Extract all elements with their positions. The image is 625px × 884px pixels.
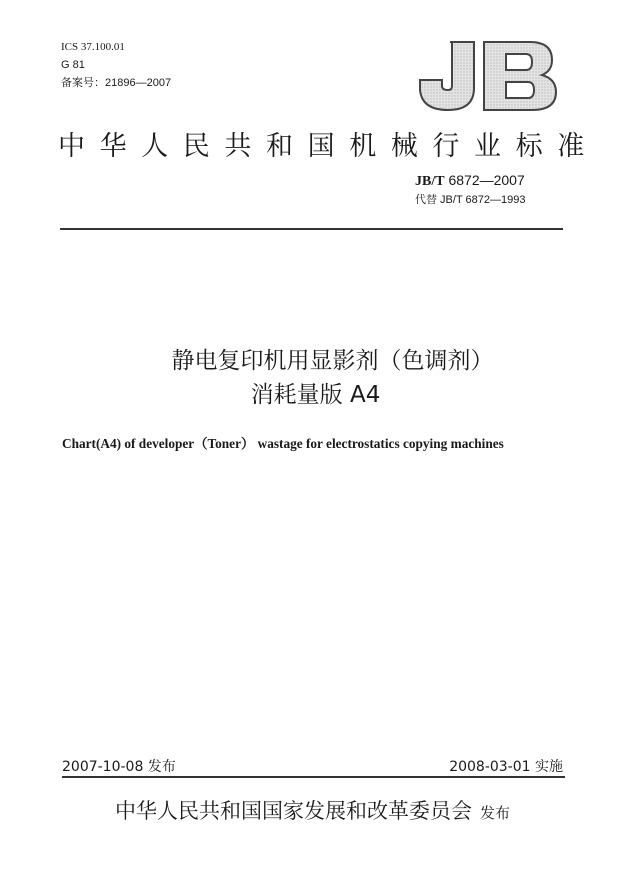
record-number: 备案号：21896—2007 (61, 77, 172, 89)
title-line-1: 静电复印机用显影剂（色调剂） (171, 348, 494, 374)
ccs-code: G 81 (61, 59, 85, 71)
title-line-2: 消耗量版 A4 (250, 382, 381, 408)
replaces-note: 代替 JB/T 6872—1993 (415, 194, 526, 206)
implement-date: 2008-03-01 实施 (449, 759, 563, 775)
jb-logo (412, 38, 562, 114)
header-divider (60, 228, 563, 230)
issuer-suffix: 发布 (479, 804, 510, 822)
meta-block (61, 38, 171, 92)
code-number: 6872—2007 (448, 172, 525, 188)
footer-divider (62, 776, 565, 778)
ics-code: ICS 37.100.01 (61, 41, 125, 53)
standard-type-heading: 中华人民共和国机械行业标准 (58, 131, 599, 162)
code-prefix: JB/T (415, 174, 445, 189)
standard-code (415, 172, 525, 190)
publish-date: 2007-10-08 发布 (62, 759, 176, 775)
issuer (0, 795, 625, 825)
issuer-name: 中华人民共和国国家发展和改革委员会 (114, 799, 472, 823)
english-title: Chart(A4) of developer（Toner） wastage for electrostatics copying machines (62, 436, 504, 451)
